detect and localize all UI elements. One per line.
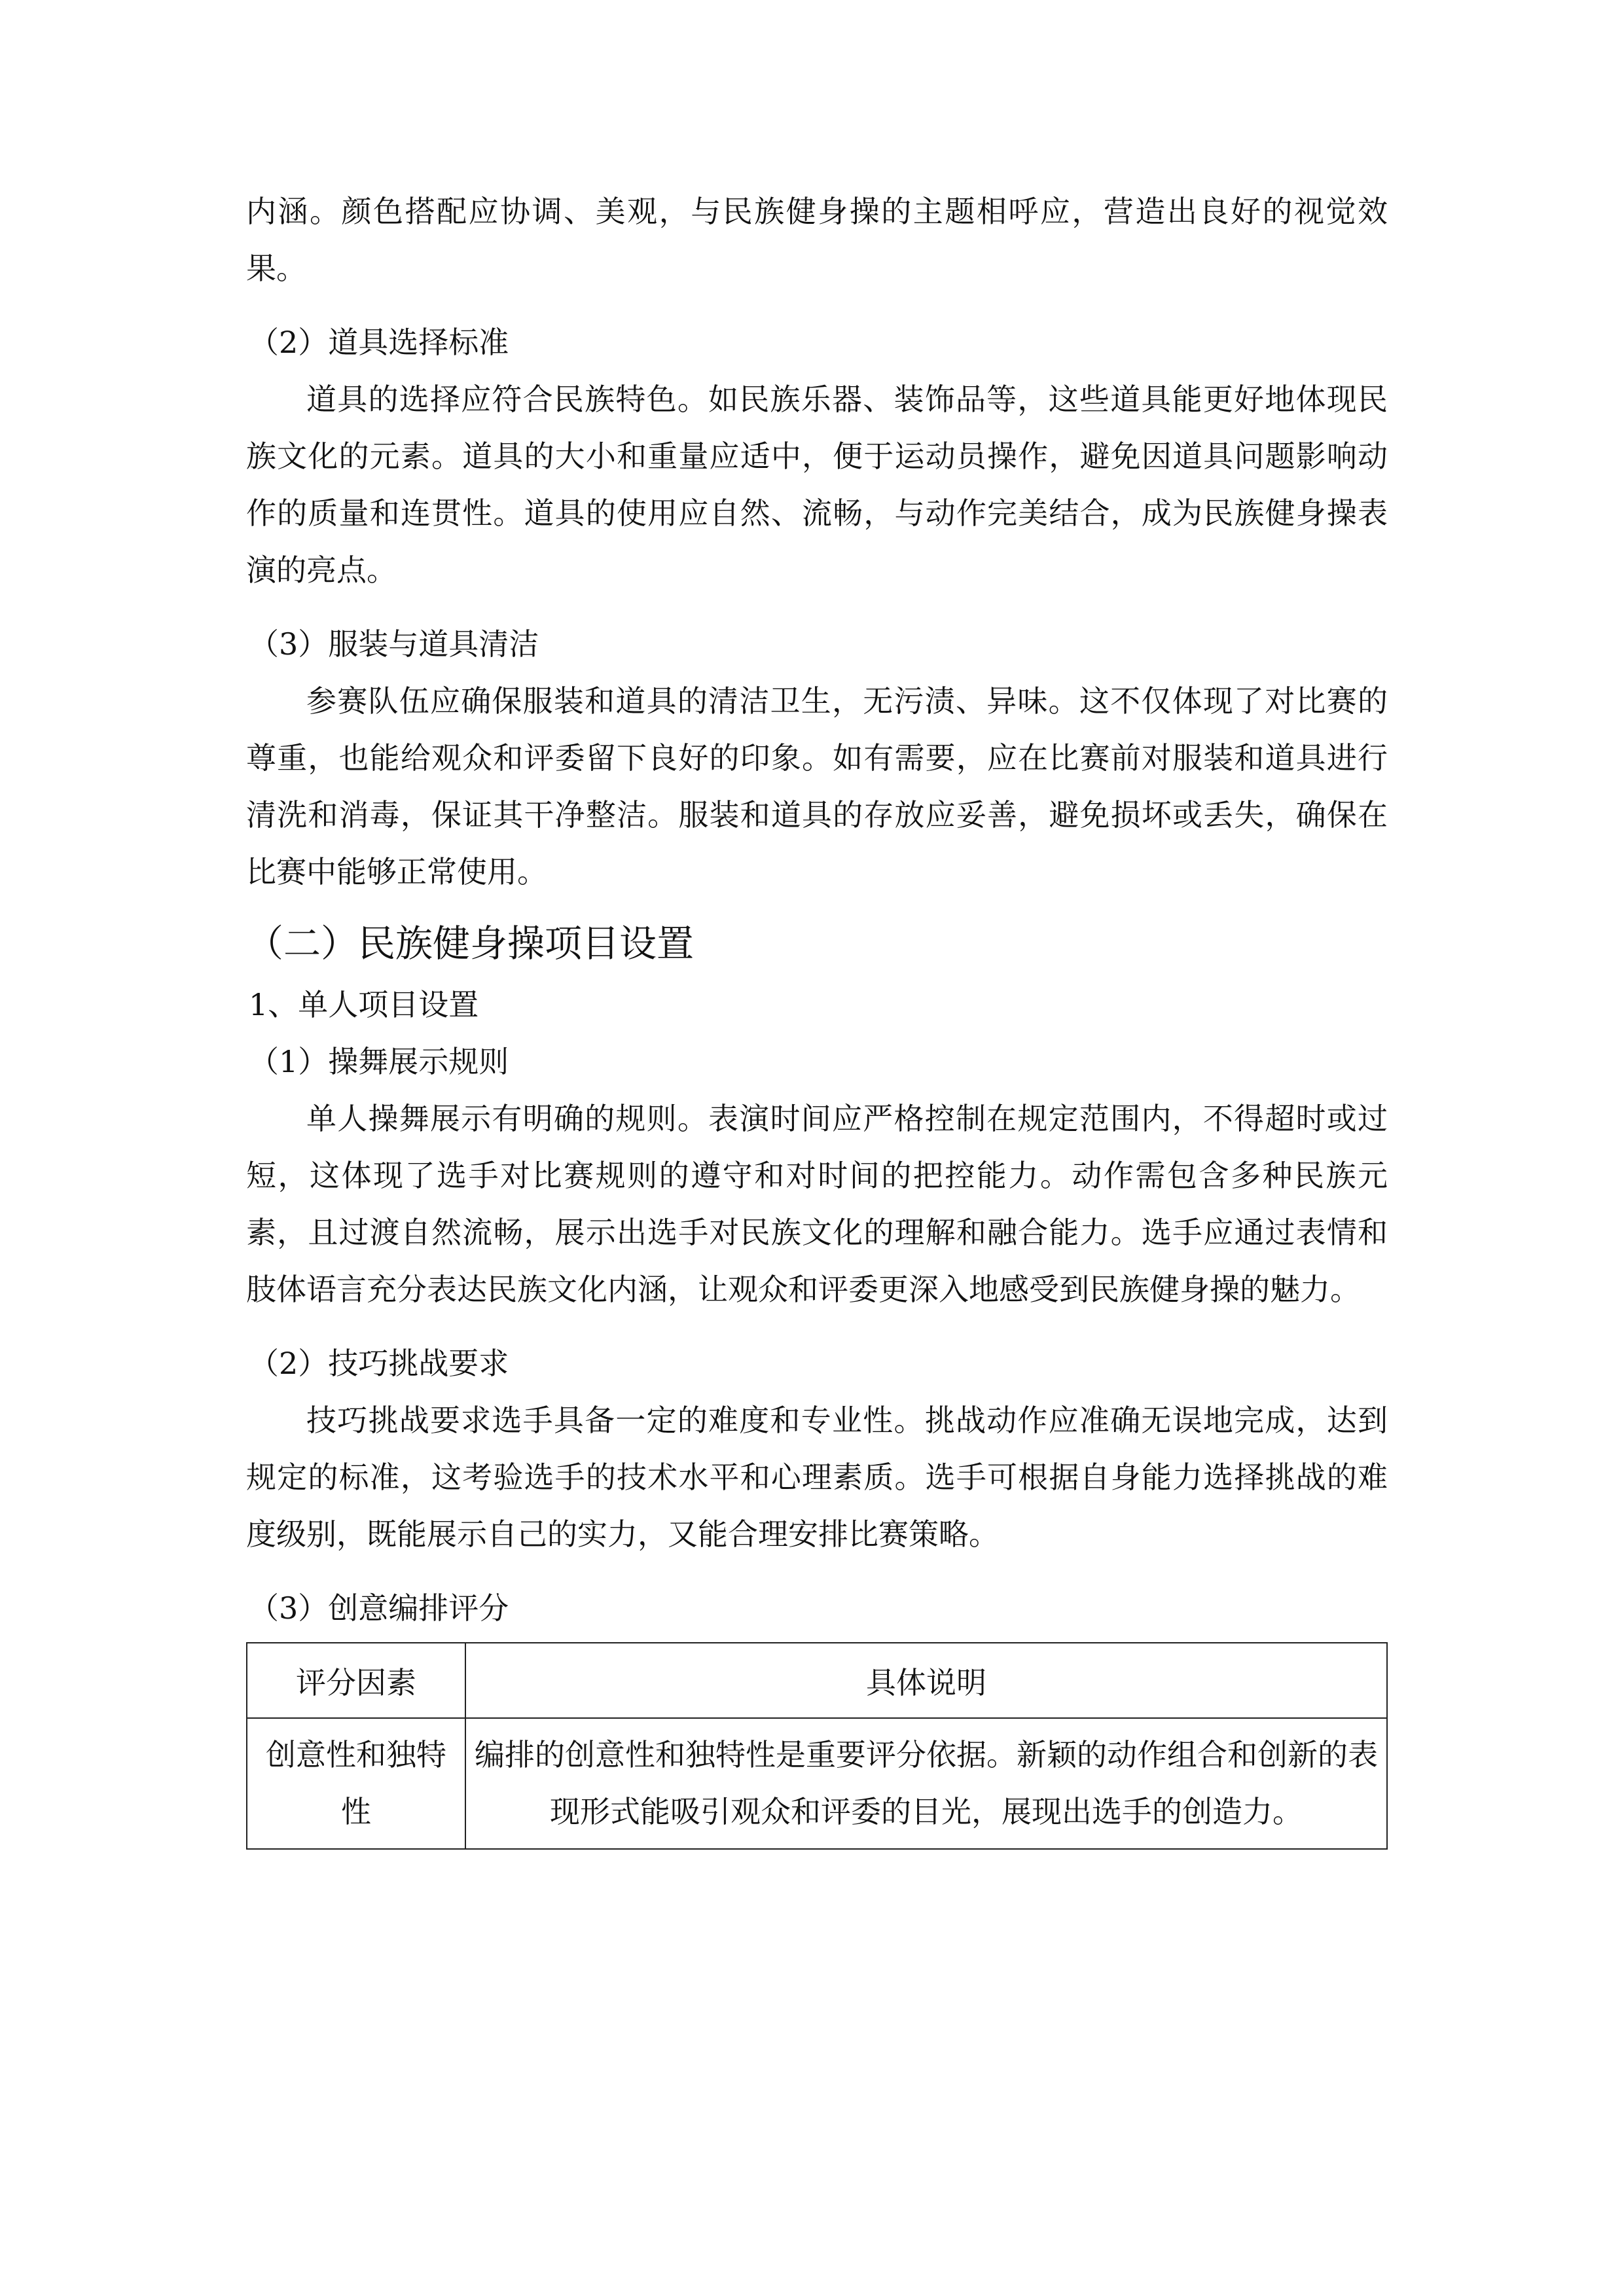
score-table — [246, 1642, 1388, 1850]
table-header-row — [247, 1643, 1387, 1718]
rules-paragraph: 单人操舞展示有明确的规则。表演时间应严格控制在规定范围内，不得超时或过短，这体现了选手对比赛规则的遵守和对时间的把控能力。动作需包含多种民族元素，且过渡自然流畅，展示出选手对民族文化的理解和融合能力。选手应通过表情和肢体语言充分表达民族文化内涵，让观众和评委更深入地感受到民族健身操的魅力。 — [246, 1101, 1388, 1307]
header-desc: 具体说明 — [465, 1643, 1387, 1718]
rules-heading: （1）操舞展示规则 — [249, 1044, 509, 1079]
table-row — [247, 1718, 1387, 1849]
single-heading: 1、单人项目设置 — [249, 987, 479, 1022]
cleaning-paragraph: 参赛队伍应确保服装和道具的清洁卫生，无污渍、异味。这不仅体现了对比赛的尊重，也能给观众和评委留下良好的印象。如有需要，应在比赛前对服装和道具进行清洗和消毒，保证其干净整洁。服装和道具的存放应妥善，避免损坏或丢失，确保在比赛中能够正常使用。 — [246, 683, 1388, 889]
creative-heading: （3）创意编排评分 — [249, 1590, 509, 1626]
cell-desc: 编排的创意性和独特性是重要评分依据。新颖的动作组合和创新的表现形式能吸引观众和评委的目光，展现出选手的创造力。 — [465, 1718, 1387, 1849]
header-factor: 评分因素 — [247, 1643, 465, 1718]
section-title: （二）民族健身操项目设置 — [246, 922, 694, 965]
props-paragraph: 道具的选择应符合民族特色。如民族乐器、装饰品等，这些道具能更好地体现民族文化的元素。道具的大小和重量应适中，便于运动员操作，避免因道具问题影响动作的质量和连贯性。道具的使用应自然、流畅，与动作完美结合，成为民族健身操表演的亮点。 — [246, 382, 1388, 588]
skill-paragraph: 技巧挑战要求选手具备一定的难度和专业性。挑战动作应准确无误地完成，达到规定的标准，这考验选手的技术水平和心理素质。选手可根据自身能力选择挑战的难度级别，既能展示自己的实力，又能合理安排比赛策略。 — [246, 1403, 1388, 1552]
cell-factor: 创意性和独特性 — [247, 1718, 465, 1849]
intro-paragraph: 内涵。颜色搭配应协调、美观，与民族健身操的主题相呼应，营造出良好的视觉效果。 — [246, 194, 1388, 286]
cleaning-heading: （3）服装与道具清洁 — [249, 626, 539, 662]
skill-heading: （2）技巧挑战要求 — [249, 1346, 509, 1381]
props-heading: （2）道具选择标准 — [249, 325, 509, 360]
document-page — [246, 183, 1388, 1850]
